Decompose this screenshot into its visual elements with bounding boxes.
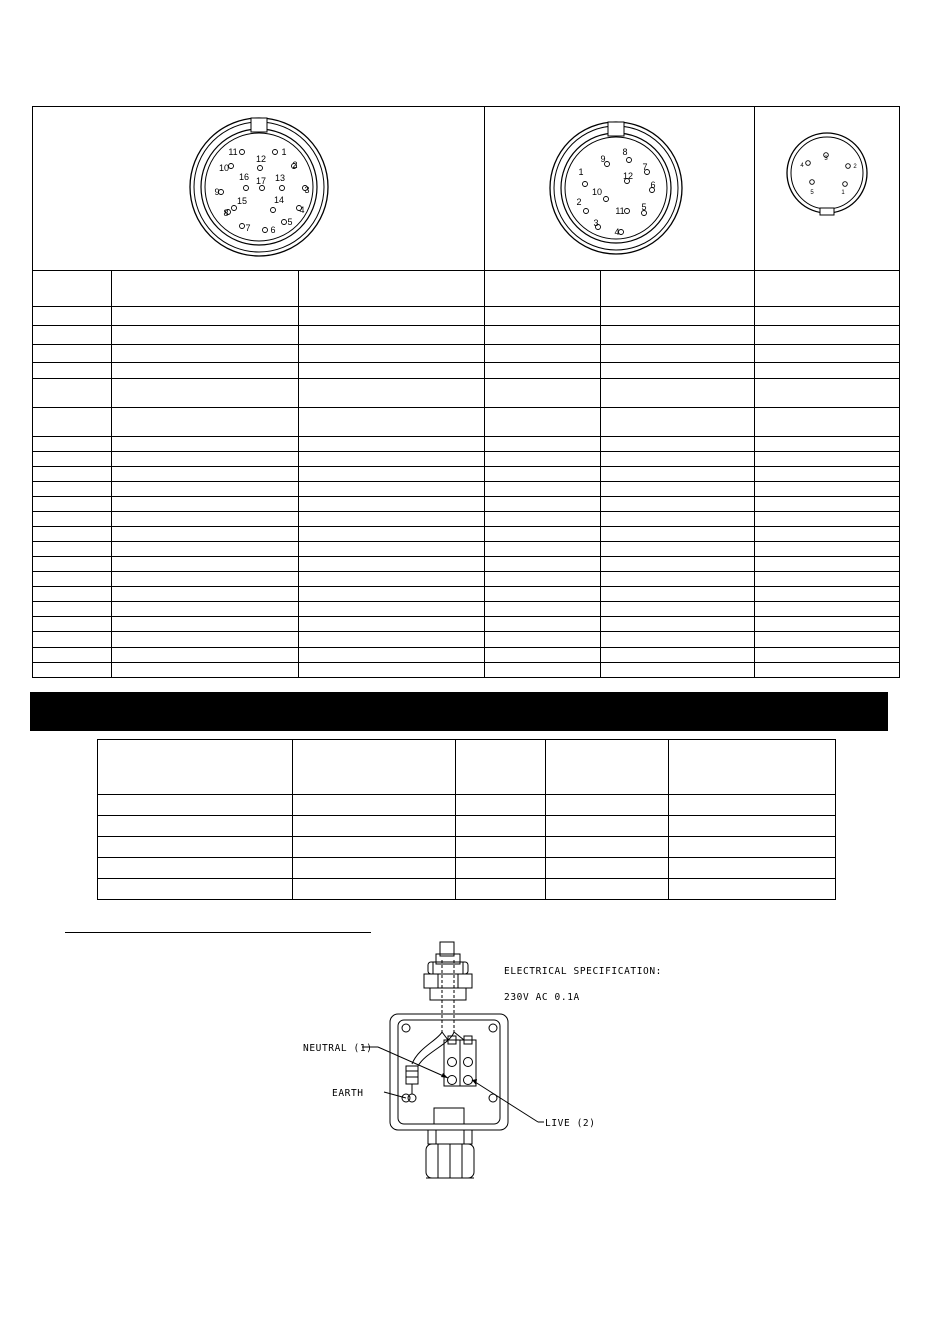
header-divider xyxy=(484,106,485,678)
row-line xyxy=(32,586,900,587)
row-line xyxy=(32,306,900,307)
spec-value-text: 230V AC 0.1A xyxy=(504,992,580,1003)
pin-label: 9 xyxy=(214,187,220,197)
pin-label: 10 xyxy=(591,187,603,197)
pin-label: 12 xyxy=(255,154,267,164)
pin-hole xyxy=(280,186,285,191)
pin-hole xyxy=(625,209,630,214)
pin-hole xyxy=(271,208,276,213)
pin-label: 3 xyxy=(593,218,599,228)
pin-hole xyxy=(583,182,588,187)
connector-17pin-diagram xyxy=(184,114,334,260)
table-row xyxy=(98,816,836,837)
pin-hole xyxy=(229,164,234,169)
row-line xyxy=(32,601,900,602)
pin-label: 11 xyxy=(615,206,625,216)
pin-hole xyxy=(240,150,245,155)
pin-hole xyxy=(843,182,848,187)
pin-label: 16 xyxy=(238,172,250,182)
row-line xyxy=(32,631,900,632)
pin-label: 11 xyxy=(228,147,238,157)
pin-hole xyxy=(263,228,268,233)
row-line xyxy=(32,481,900,482)
table-row xyxy=(98,795,836,816)
section-header-bar xyxy=(30,692,888,731)
pin-label: 1 xyxy=(281,147,287,157)
pin-hole xyxy=(244,186,249,191)
connector-5pin-pins xyxy=(800,153,857,196)
pin-label: 4 xyxy=(299,205,305,215)
pin-label: 7 xyxy=(642,162,648,172)
neutral-label: NEUTRAL (1) xyxy=(303,1043,373,1054)
pin-hole xyxy=(232,206,237,211)
row-line xyxy=(32,407,900,408)
row-line xyxy=(32,556,900,557)
pin-label: 8 xyxy=(622,147,628,157)
row-line xyxy=(32,378,900,379)
pin-hole xyxy=(258,166,263,171)
pin-label: 10 xyxy=(218,163,230,173)
row-line xyxy=(32,436,900,437)
pin-label: 17 xyxy=(255,176,267,186)
row-line xyxy=(32,526,900,527)
pin-label: 3 xyxy=(824,156,828,162)
row-line xyxy=(32,466,900,467)
pin-hole xyxy=(282,220,287,225)
pin-label: 5 xyxy=(810,190,814,196)
row-line xyxy=(32,270,900,271)
pin-label: 15 xyxy=(236,196,248,206)
pin-label: 5 xyxy=(641,202,647,212)
pin-hole xyxy=(627,158,632,163)
table-row xyxy=(98,837,836,858)
earth-label: EARTH xyxy=(332,1088,364,1099)
pin-hole xyxy=(260,186,265,191)
pin-label: 9 xyxy=(600,154,606,164)
row-line xyxy=(32,647,900,648)
junction-box-wiring-diagram xyxy=(298,940,718,1190)
pin-label: 6 xyxy=(270,225,276,235)
pin-label: 12 xyxy=(622,171,634,181)
pin-hole xyxy=(273,150,278,155)
row-line xyxy=(32,451,900,452)
section-underline xyxy=(65,932,371,933)
pin-hole xyxy=(604,197,609,202)
row-line xyxy=(32,325,900,326)
live-label: LIVE (2) xyxy=(545,1118,596,1129)
pin-hole xyxy=(806,161,811,166)
pin-label: 2 xyxy=(576,197,582,207)
table-row xyxy=(98,740,836,795)
row-line xyxy=(32,541,900,542)
spec-title-text: ELECTRICAL SPECIFICATION: xyxy=(504,966,662,977)
pin-label: 2 xyxy=(853,164,857,170)
row-line xyxy=(32,362,900,363)
pin-hole xyxy=(584,209,589,214)
pin-label: 13 xyxy=(274,173,286,183)
pin-label: 5 xyxy=(287,217,293,227)
pin-hole xyxy=(810,180,815,185)
pin-label: 8 xyxy=(223,208,229,218)
pin-hole xyxy=(240,224,245,229)
connector-17pin-pins xyxy=(214,147,309,235)
connector-5pin-diagram xyxy=(782,130,872,216)
table-row xyxy=(98,879,836,900)
spec-table xyxy=(97,739,836,900)
pin-label: 1 xyxy=(578,167,584,177)
row-line xyxy=(32,511,900,512)
pin-label: 4 xyxy=(800,163,804,169)
connector-13pin-pins xyxy=(576,147,655,237)
pin-label: 6 xyxy=(650,180,656,190)
pin-label: 1 xyxy=(841,190,845,196)
row-line xyxy=(32,571,900,572)
pin-label: 4 xyxy=(614,227,620,237)
table-row xyxy=(98,858,836,879)
row-line xyxy=(32,616,900,617)
header-divider xyxy=(754,106,755,678)
pin-label: 14 xyxy=(273,195,285,205)
row-line xyxy=(32,496,900,497)
pinout-table xyxy=(32,106,900,678)
row-line xyxy=(32,662,900,663)
pin-hole xyxy=(846,164,851,169)
row-line xyxy=(32,344,900,345)
pin-label: 2 xyxy=(292,160,298,170)
pin-label: 7 xyxy=(245,223,251,233)
pin-label: 3 xyxy=(304,185,310,195)
connector-13pin-diagram xyxy=(545,119,687,257)
